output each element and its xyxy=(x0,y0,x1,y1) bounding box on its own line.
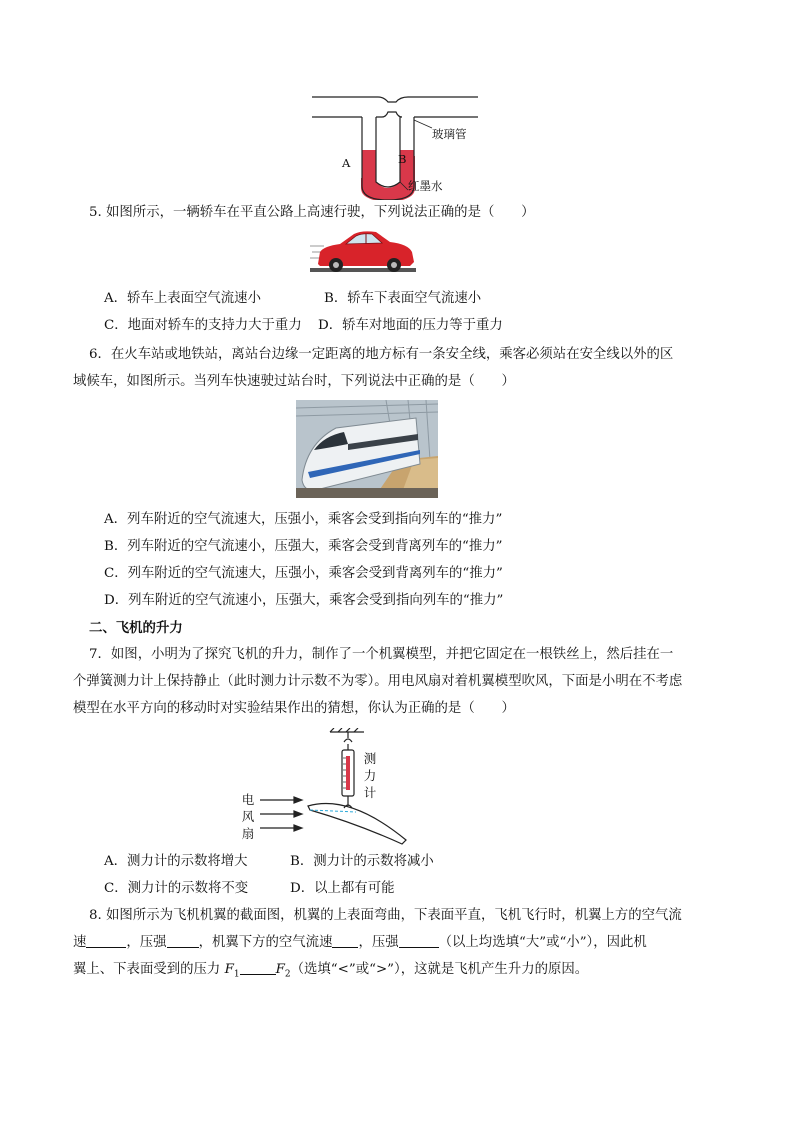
q8-text-pressure: ，压强 xyxy=(126,935,167,950)
force-f2: F xyxy=(275,962,285,977)
q7-stem-line-1: 7．如图，小明为了探究飞机的升力，制作了一个机翼模型，并把它固定在一根铁丝上，然后挂在一 xyxy=(89,647,674,662)
q8-line-2 xyxy=(73,933,647,953)
u-tube-drawing xyxy=(300,90,500,200)
red-ink-label: 红墨水 xyxy=(408,179,443,193)
q5-option-a: A．轿车上表面空气流速小 xyxy=(104,291,261,306)
q7-option-c: C．测力计的示数将不变 xyxy=(104,881,249,896)
q7-option-d: D．以上都有可能 xyxy=(290,881,395,896)
answer-blank-1[interactable] xyxy=(86,933,126,948)
q6-option-c: C．列车附近的空气流速大，压强小，乘客会受到背离列车的“推力” xyxy=(104,566,503,581)
q8-line-1: 8. 如图所示为飞机机翼的截面图，机翼的上表面弯曲，下表面平直，飞机飞行时，机翼上方的空气流 xyxy=(89,908,682,923)
q5-option-d: D．轿车对地面的压力等于重力 xyxy=(318,318,503,333)
subscript-1: 1 xyxy=(233,969,240,980)
force-meter-label: 测力计 xyxy=(363,751,377,800)
q8-text-below-speed: ，机翼下方的空气流速 xyxy=(198,935,333,950)
car-figure xyxy=(310,230,416,274)
force-f1: F xyxy=(224,962,234,977)
q7-option-b: B．测力计的示数将减小 xyxy=(290,854,434,869)
q8-text-forces: 翼上、下表面受到的压力 xyxy=(73,962,225,977)
answer-blank-2[interactable] xyxy=(167,933,199,948)
q6-stem-line-1: 6．在火车站或地铁站，离站台边缘一定距离的地方标有一条安全线，乘客必须站在安全线以外的区 xyxy=(89,347,674,362)
q7-option-a: A．测力计的示数将增大 xyxy=(104,854,248,869)
wing-balance-figure xyxy=(238,728,438,848)
u-tube-figure xyxy=(300,90,500,200)
subscript-2: 2 xyxy=(284,969,291,980)
q6-option-b: B．列车附近的空气流速小，压强大，乘客会受到背离列车的“推力” xyxy=(104,539,503,554)
q5-stem: 5. 如图所示，一辆轿车在平直公路上高速行驶，下列说法正确的是（ ） xyxy=(89,205,535,220)
section-title: 二、飞机的升力 xyxy=(89,620,183,636)
glass-tube-label: 玻璃管 xyxy=(432,127,467,141)
q8-text-conclusion: （选填“<”或“>”），这就是飞机产生升力的原因。 xyxy=(290,962,589,977)
wing-balance-drawing xyxy=(238,728,438,848)
q6-option-d: D．列车附近的空气流速小，压强大，乘客会受到指向列车的“推力” xyxy=(104,593,504,608)
electric-fan-label: 电风扇 xyxy=(241,792,255,841)
q6-stem-line-2: 域候车，如图所示。当列车快速驶过站台时，下列说法中正确的是（ ） xyxy=(73,374,515,389)
q7-stem-line-3: 模型在水平方向的移动时对实验结果作出的猜想，你认为正确的是（ ） xyxy=(73,701,515,716)
q6-option-a: A．列车附近的空气流速大，压强小，乘客会受到指向列车的“推力” xyxy=(104,512,503,527)
train-drawing xyxy=(296,400,438,498)
q7-stem-line-2: 个弹簧测力计上保持静止（此时测力计示数不为零）。用电风扇对着机翼模型吹风，下面是小明在不考虑 xyxy=(73,674,683,689)
q5-option-c: C．地面对轿车的支持力大于重力 xyxy=(104,318,302,333)
answer-blank-4[interactable] xyxy=(399,933,439,948)
label-a: A xyxy=(342,156,351,170)
q8-text-fill-hint: （以上均选填“大”或“小”），因此机 xyxy=(438,935,647,950)
q5-option-b: B．轿车下表面空气流速小 xyxy=(324,291,482,306)
answer-blank-3[interactable] xyxy=(332,933,358,948)
q8-text-pressure-2: ，压强 xyxy=(358,935,399,950)
train-photo xyxy=(296,400,438,498)
q8-text-speed: 速 xyxy=(73,935,87,950)
answer-blank-5[interactable] xyxy=(240,960,276,975)
label-b: B xyxy=(398,152,407,166)
car-drawing xyxy=(310,230,416,274)
q8-line-3 xyxy=(73,960,588,985)
